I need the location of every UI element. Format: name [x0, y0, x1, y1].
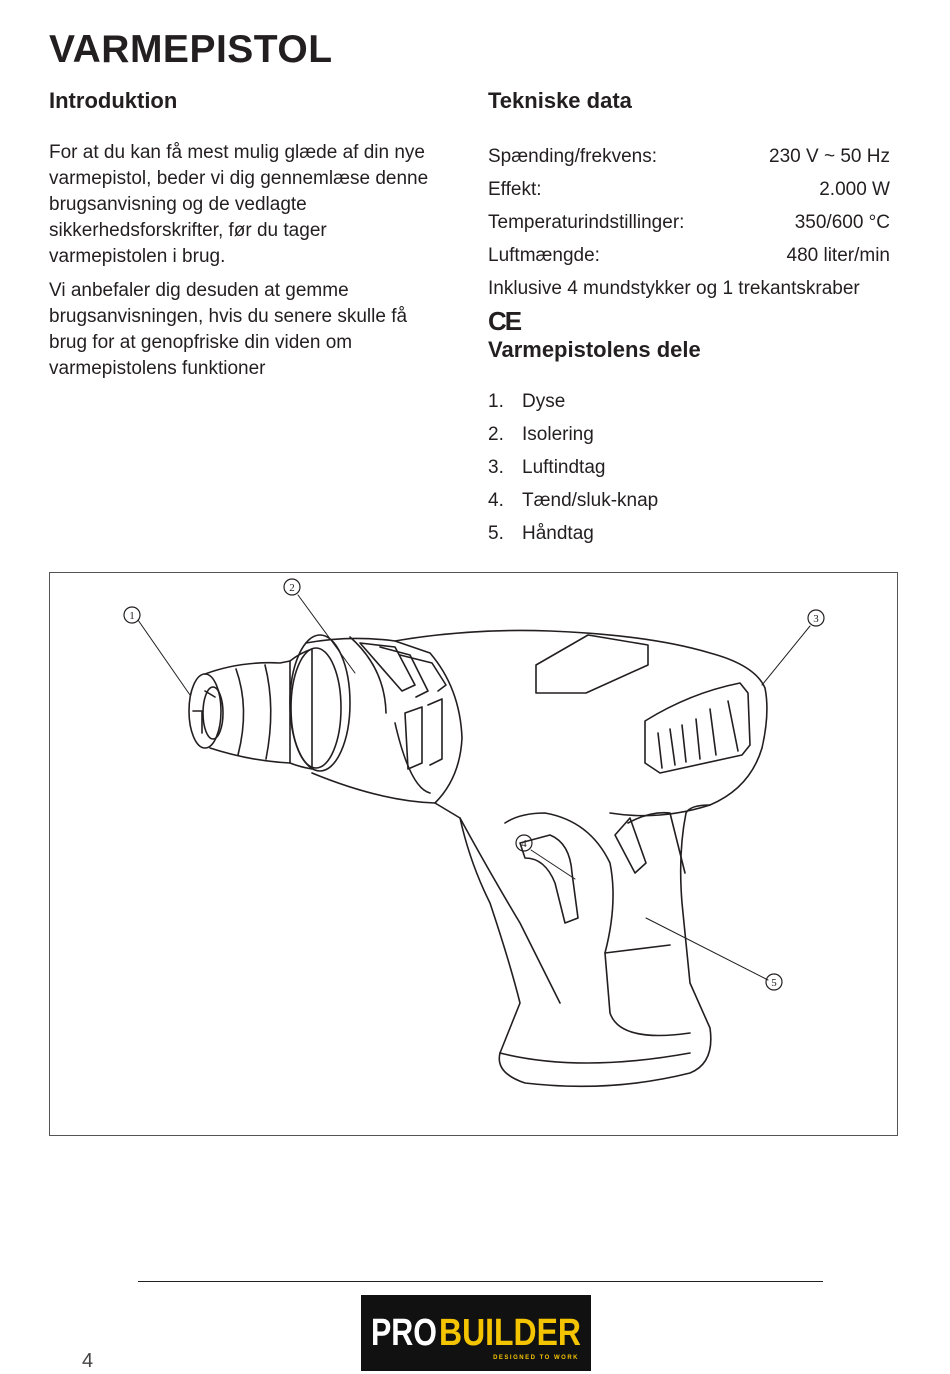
- part-item: [488, 517, 890, 550]
- part-item: [488, 451, 890, 484]
- spec-row-power: [488, 173, 890, 206]
- part-label: Dyse: [522, 391, 566, 412]
- page-title: VARMEPISTOL: [49, 28, 333, 71]
- part-item: [488, 484, 890, 517]
- part-number: 2.: [488, 424, 504, 445]
- parts-heading: Varmepistolens dele: [488, 337, 701, 362]
- callout-5-label: 5: [771, 977, 777, 989]
- logo-tagline: DESIGNED TO WORK: [493, 1355, 579, 1361]
- part-number: 1.: [488, 391, 504, 412]
- technical-data-section: [488, 88, 890, 550]
- callout-2-label: 2: [289, 582, 295, 594]
- part-label: Håndtag: [522, 523, 594, 544]
- introduction-heading: Introduktion: [49, 88, 178, 113]
- spec-label: Spænding/frekvens:: [488, 146, 657, 167]
- ce-mark: CE: [488, 306, 521, 336]
- heat-gun-figure: [49, 572, 898, 1136]
- spec-value: 2.000 W: [819, 179, 890, 200]
- part-label: Luftindtag: [522, 457, 606, 478]
- logo-text-builder: BUILDER: [439, 1312, 581, 1354]
- heat-gun-illustration: [50, 573, 899, 1137]
- handle-drawing: [435, 803, 711, 1086]
- spec-label: Effekt:: [488, 179, 542, 200]
- technical-data-heading: Tekniske data: [488, 88, 632, 113]
- callout-4-label: 4: [521, 838, 527, 850]
- spec-included-accessories: Inklusive 4 mundstykker og 1 trekantskraber: [488, 278, 860, 299]
- callout-3-label: 3: [813, 613, 819, 625]
- spec-row-temperature: [488, 206, 890, 239]
- spec-value: 350/600 °C: [794, 212, 890, 233]
- callout-markers: [124, 579, 824, 990]
- spec-row-airflow: [488, 239, 890, 272]
- nozzle-drawing: [189, 649, 312, 769]
- introduction-section: [49, 88, 449, 390]
- footer-divider: [138, 1281, 823, 1282]
- spec-label: Luftmængde:: [488, 245, 600, 266]
- part-item: [488, 418, 890, 451]
- probuilder-logo: [361, 1295, 591, 1371]
- part-label: Tænd/sluk-knap: [522, 490, 659, 511]
- spec-value: 230 V ~ 50 Hz: [769, 146, 890, 167]
- insulation-drawing: [290, 635, 462, 803]
- introduction-paragraph: For at du kan få mest mulig glæde af din nye varmepistol, beder vi dig gennemlæse denne brugsanvisning og de vedlagte sikkerhedsforskrifter, før du tager varmepistolen i brug.: [49, 142, 429, 267]
- part-label: Isolering: [522, 424, 594, 445]
- logo-text-pro: PRO: [371, 1312, 437, 1354]
- part-item: [488, 385, 890, 418]
- introduction-paragraph: Vi anbefaler dig desuden at gemme brugsanvisningen, hvis du senere skulle få brug for at genopfriske din viden om varmepistolens funktioner: [49, 280, 408, 379]
- part-number: 5.: [488, 523, 504, 544]
- page-number: 4: [82, 1350, 94, 1372]
- spec-row-voltage: [488, 140, 890, 173]
- part-number: 4.: [488, 490, 504, 511]
- body-drawing: [395, 630, 767, 815]
- spec-value: 480 liter/min: [786, 245, 890, 266]
- callout-1-label: 1: [129, 610, 135, 622]
- spec-label: Temperaturindstillinger:: [488, 212, 685, 233]
- part-number: 3.: [488, 457, 504, 478]
